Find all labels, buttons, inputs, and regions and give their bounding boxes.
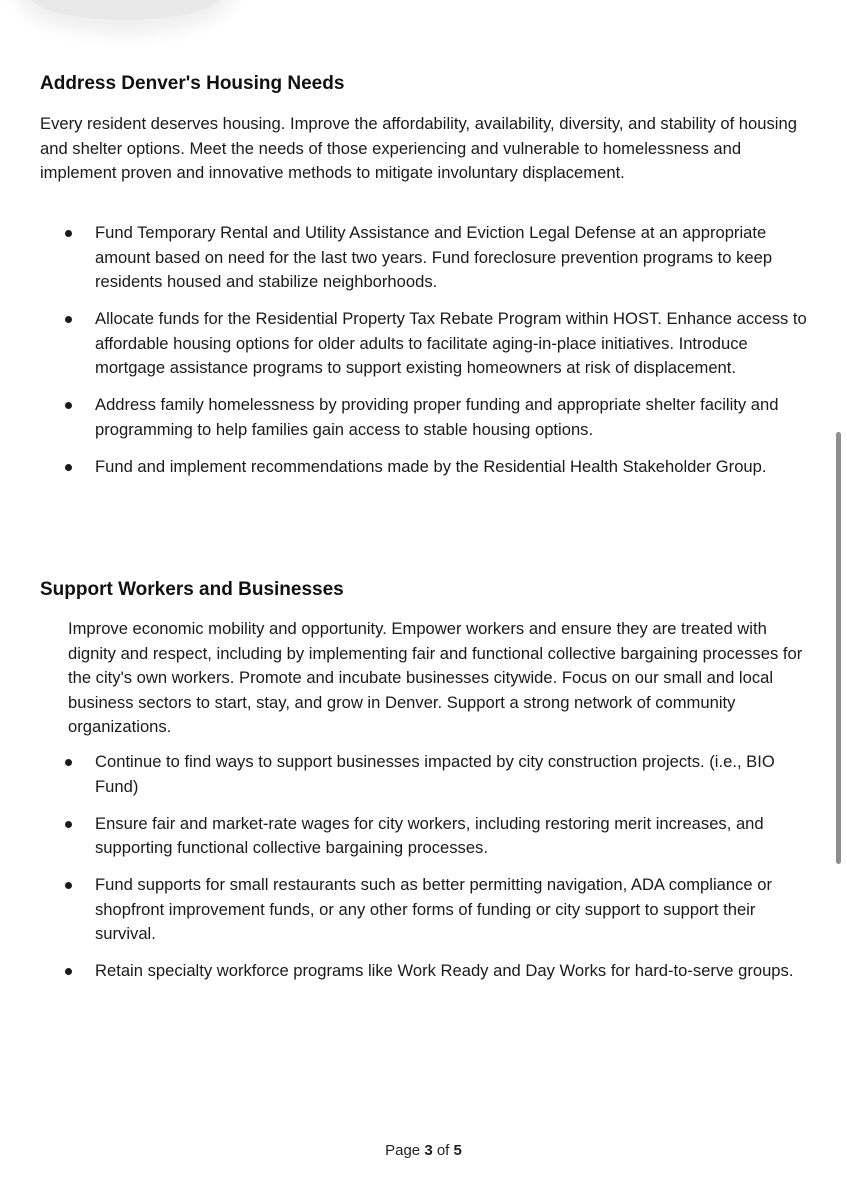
bullet-icon: [65, 316, 72, 323]
list-item-text: Fund supports for small restaurants such as better permitting navigation, ADA compliance or shopfront improvement funds, or any other forms of funding or city support to support their survival.: [95, 875, 772, 943]
list-item: [40, 959, 815, 984]
top-shadow: [30, 0, 220, 20]
section-intro: Improve economic mobility and opportunity. Empower workers and ensure they are treated with dignity and respect, including by implementing fair and functional collective bargaining processes for the city's own workers. Promote and incubate businesses citywide. Focus on our small and local business sectors to start, stay, and grow in Denver. Support a strong network of community organizations.: [68, 619, 803, 736]
list-item: [40, 750, 815, 799]
section-heading: Support Workers and Businesses: [40, 579, 344, 600]
list-item: [40, 812, 815, 861]
bullet-icon: [65, 882, 72, 889]
bullet-icon: [65, 464, 72, 471]
bullet-list: [40, 750, 815, 996]
list-item-text: Address family homelessness by providing proper funding and appropriate shelter facility and programming to help families gain access to stable housing options.: [95, 395, 779, 439]
bullet-icon: [65, 402, 72, 409]
list-item-text: Fund and implement recommendations made by the Residential Health Stakeholder Group.: [95, 456, 767, 476]
list-item-text: Continue to find ways to support businesses impacted by city construction projects. (i.e., BIO Fund): [95, 752, 775, 796]
total-pages-number: 5: [453, 1142, 462, 1159]
list-item: [40, 873, 815, 947]
list-item: [40, 393, 815, 442]
section-intro: Every resident deserves housing. Improve the affordability, availability, diversity, and stability of housing and shelter options. Meet the needs of those experiencing and vulnerable to homelessness and implement proven and innovative methods to mitigate involuntary displacement.: [40, 114, 797, 182]
bullet-list: [40, 221, 815, 492]
bullet-icon: [65, 968, 72, 975]
of-label: of: [436, 1142, 450, 1159]
section-heading: Address Denver's Housing Needs: [40, 73, 345, 94]
scrollbar-thumb[interactable]: [836, 432, 841, 864]
list-item-text: Retain specialty workforce programs like Work Ready and Day Works for hard-to-serve groups.: [95, 961, 794, 980]
list-item-text: Allocate funds for the Residential Property Tax Rebate Program within HOST. Enhance access to affordable housing options for older adults to facilitate aging-in-place initiatives. Introduce mortgage assistance programs to support existing homeowners at risk of displacement.: [95, 309, 807, 377]
list-item-text: Ensure fair and market-rate wages for city workers, including restoring merit increases, and supporting functional collective bargaining processes.: [95, 813, 764, 857]
bullet-icon: [65, 821, 72, 828]
page-footer: [0, 1142, 847, 1159]
list-item: [40, 307, 815, 381]
list-item-text: Fund Temporary Rental and Utility Assistance and Eviction Legal Defense at an appropriate amount based on need for the last two years. Fund foreclosure prevention programs to keep residents housed and stabilize neighborhoods.: [95, 223, 773, 291]
page-label: Page: [385, 1142, 421, 1159]
list-item: [40, 221, 815, 295]
current-page-number: 3: [424, 1142, 433, 1159]
list-item: [40, 455, 815, 480]
bullet-icon: [65, 759, 72, 766]
bullet-icon: [65, 230, 72, 237]
